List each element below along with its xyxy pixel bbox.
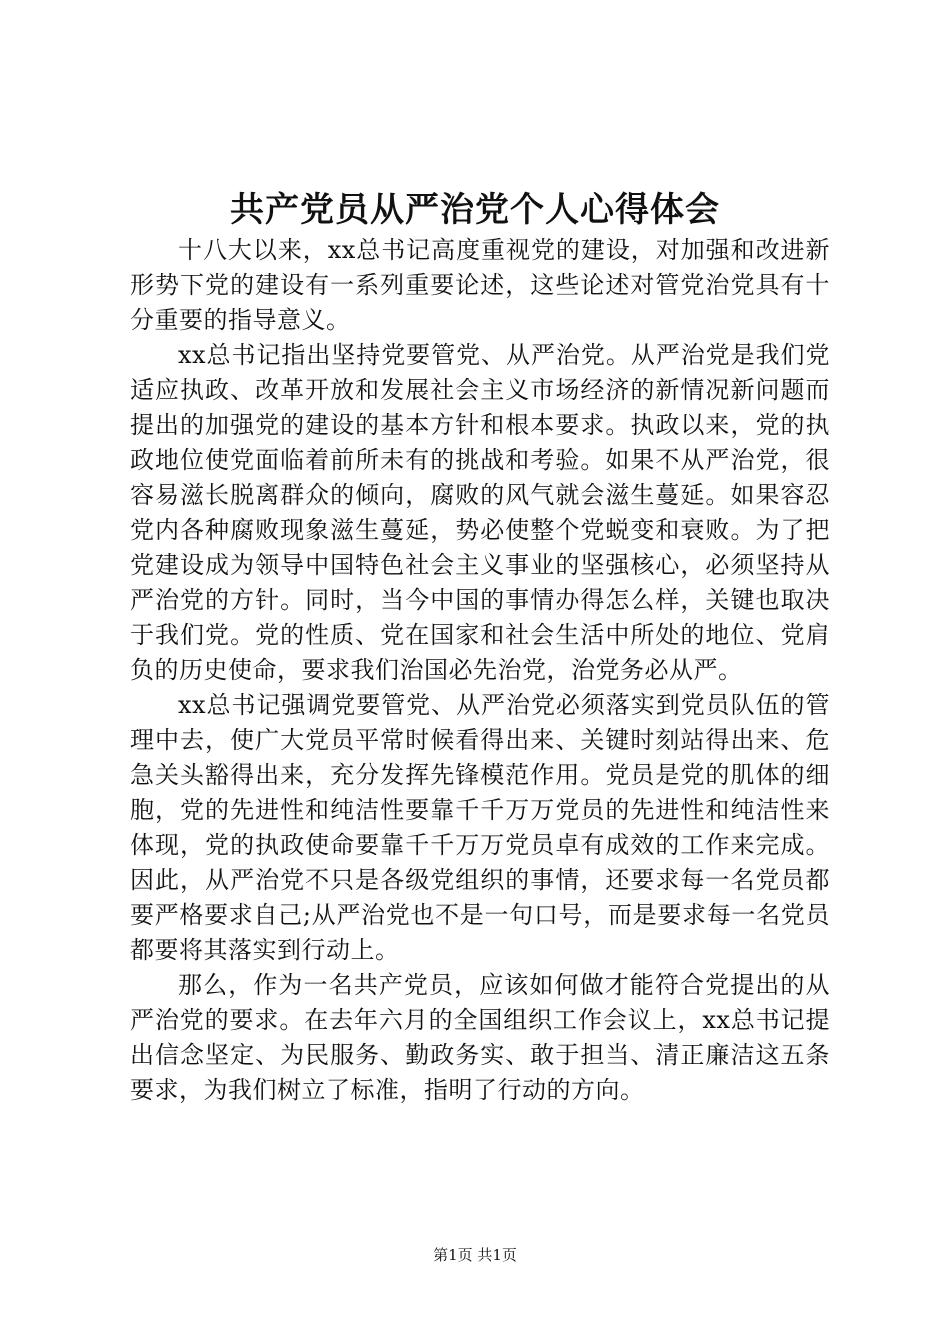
paragraph: xx总书记强调党要管党、从严治党必须落实到党员队伍的管理中去，使广大党员平常时候看得出来、关键时刻站得出来、危急关头豁得出来，充分发挥先锋模范作用。党员是党的肌体的细胞，党的先进性和纯洁性要靠千千万万党员的先进性和纯洁性来体现，党的执政使命要靠千千万万党员卓有成效的工作来完成。因此，从严治党不只是各级党组织的事情，还要求每一名党员都要严格要求自己;从严治党也不是一句口号，而是要求每一名党员都要将其落实到行动上。 — [130, 691, 830, 964]
paragraph: 那么，作为一名共产党员，应该如何做才能符合党提出的从严治党的要求。在去年六月的全国组织工作会议上，xx总书记提出信念坚定、为民服务、勤政务实、敢于担当、清正廉洁这五条要求，为我们树立了标准，指明了行动的方向。 — [130, 971, 830, 1104]
document-title: 共产党员从严治党个人心得体会 — [230, 190, 720, 230]
page-number-footer: 第1页 共1页 — [433, 1246, 517, 1264]
document-body — [130, 233, 830, 1108]
paragraph: 十八大以来，xx总书记高度重视党的建设，对加强和改进新形势下党的建设有一系列重要论述，这些论述对管党治党具有十分重要的指导意义。 — [130, 236, 830, 334]
paragraph: xx总书记指出坚持党要管党、从严治党。从严治党是我们党适应执政、改革开放和发展社会主义市场经济的新情况新问题而提出的加强党的建设的基本方针和根本要求。执政以来，党的执政地位使党面临着前所未有的挑战和考验。如果不从严治党，很容易滋长脱离群众的倾向，腐败的风气就会滋生蔓延。如果容忍党内各种腐败现象滋生蔓延，势必使整个党蜕变和衰败。为了把党建设成为领导中国特色社会主义事业的坚强核心，必须坚持从严治党的方针。同时，当今中国的事情办得怎么样，关键也取决于我们党。党的性质、党在国家和社会生活中所处的地位、党肩负的历史使命，要求我们治国必先治党，治党务必从严。 — [130, 341, 830, 684]
